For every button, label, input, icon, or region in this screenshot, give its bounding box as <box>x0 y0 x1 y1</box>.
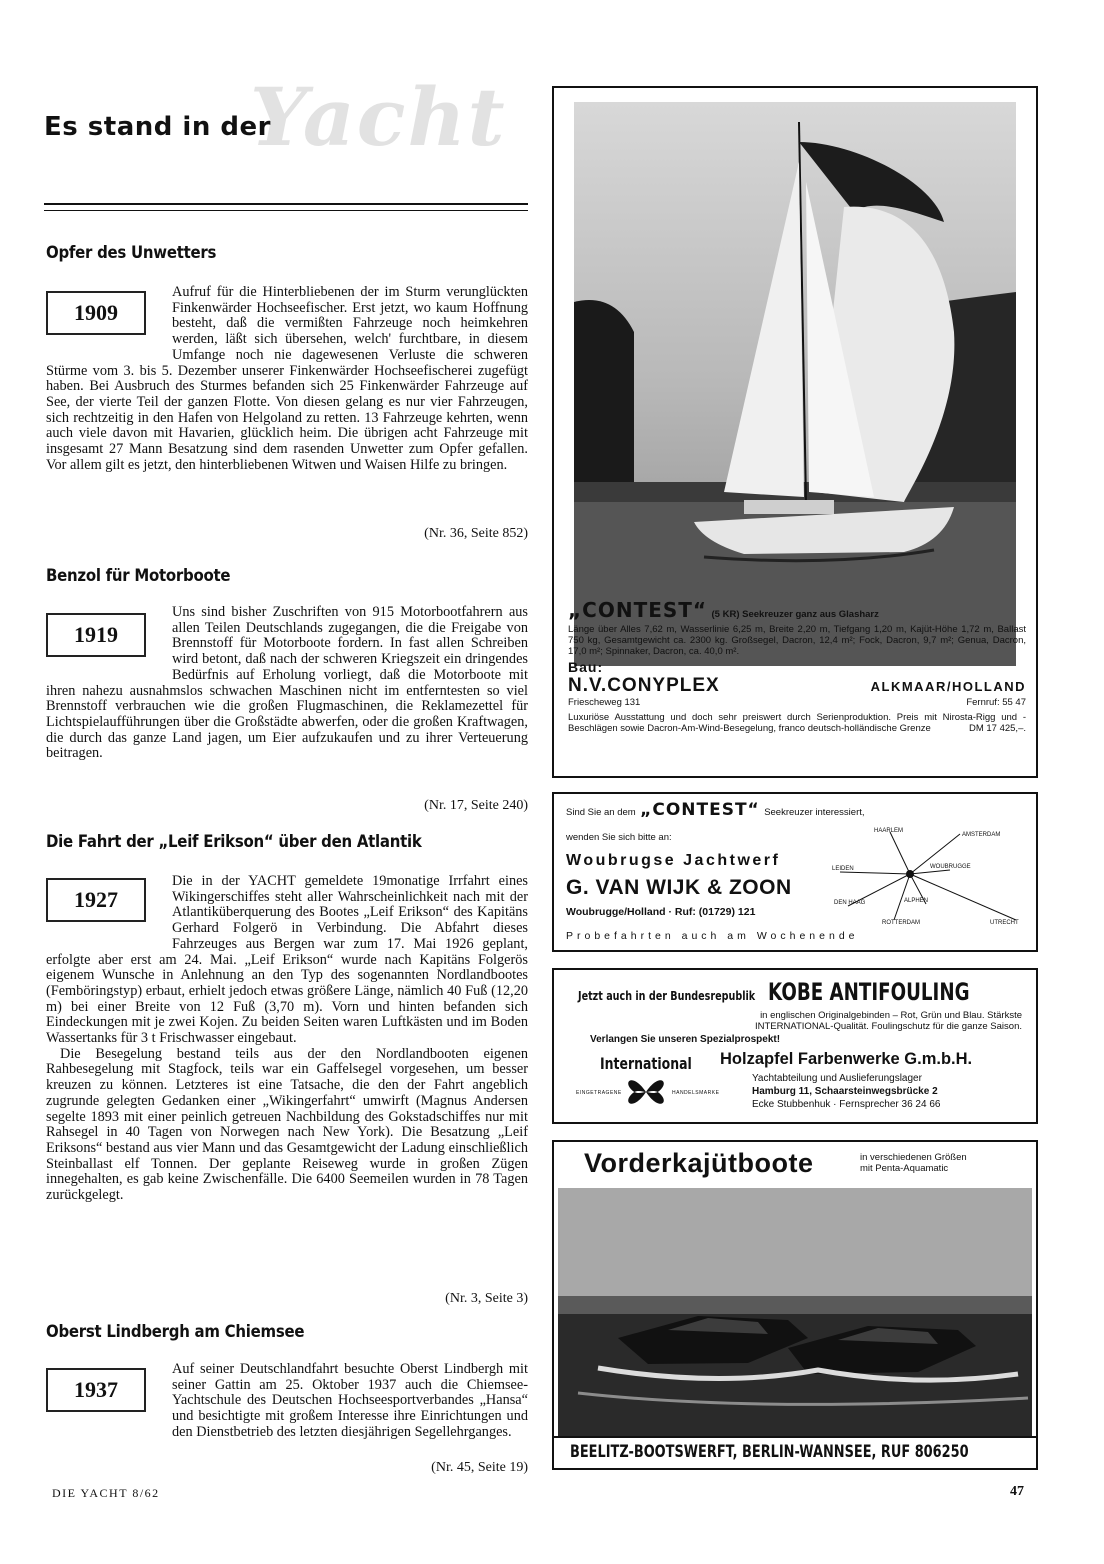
contest-ad-text <box>568 598 1026 734</box>
masthead-rule-bottom <box>44 210 528 211</box>
route-map-diagram <box>830 824 1030 928</box>
map-label: DEN HAAG <box>834 900 866 906</box>
map-label: UTRECHT <box>990 920 1019 926</box>
article-citation: (Nr. 45, Seite 19) <box>431 1460 528 1475</box>
kobe-line: INTERNATIONAL-Qualität. Foulingschutz für die ganze Saison. <box>755 1021 1022 1032</box>
holzapfel-line: Yachtabteilung und Auslieferungslager <box>752 1073 922 1084</box>
logo-caption-right: HANDELSMARKE <box>672 1090 720 1096</box>
map-label: HAARLEM <box>874 828 904 834</box>
contest-bau-label: Bau: <box>568 659 604 675</box>
contest-phone: Fernruf: 55 47 <box>966 697 1026 708</box>
holzapfel-company: Holzapfel Farbenwerke G.m.b.H. <box>720 1050 973 1068</box>
sailboat-photo <box>574 102 1016 666</box>
article-body: Uns sind bisher Zuschriften von 915 Motorbootfahrern aus allen Teilen Deutschlands zugegangen, die die Freigabe von Brennstoff für Motorboote fordern. In fast allen Schreiben wird betont, daß nach der schweren Kriegszeit ein dringendes Bedürfnis auf Erholung vorliegt, daß die Motorboote mit ihren nahezu ausnahmslos schwachen Maschinen nicht im entferntesten so viel Brennstoff verbrauchen wie die großen Flugmaschinen, die Reklamezettel für Lichtspielaufführungen über die Großstädte abwerfen, oder die großen Kraftwagen, die durch das ganze Land jagen, um Eier aufzukaufen und zu ihrer Verteuerung beitragen. <box>46 604 528 762</box>
article-body: Auf seiner Deutschlandfahrt besuchte Oberst Lindbergh mit seiner Gattin am 25. Oktober 1937 auch die Chiemsee-Yachtschule des Deutschen Hochseesportverbandes „Hansa“ und besichtigte mit großem Interesse ihre Einrichtungen und den Dienstbetrieb des letzten diesjährigen Segellehrganges. <box>172 1361 528 1440</box>
year-badge: 1909 <box>46 291 146 335</box>
motorboat-photo <box>558 1188 1032 1436</box>
kobe-lead: Jetzt auch in der Bundesrepublik <box>578 989 756 1003</box>
holzapfel-address <box>752 1072 940 1111</box>
vorder-subtitle <box>860 1152 967 1174</box>
international-logo-icon <box>624 1074 668 1110</box>
masthead <box>44 70 534 210</box>
article-title: Benzol für Motorboote <box>46 566 231 586</box>
contest-location: ALKMAAR/HOLLAND <box>870 679 1026 694</box>
ad-contest <box>552 86 1038 778</box>
kobe-line: in englischen Originalgebinden – Rot, Grün und Blau. Stärkste <box>760 1010 1022 1021</box>
wijk-company: G. VAN WIJK & ZOON <box>566 876 792 899</box>
ad-kobe-antifouling <box>552 968 1038 1124</box>
year-badge: 1937 <box>46 1368 146 1412</box>
masthead-rule-top <box>44 203 528 205</box>
wijk-yard: Woubrugse Jachtwerf <box>566 852 781 869</box>
logo-caption-left: EINGETRAGENE <box>576 1090 622 1096</box>
contest-note: Luxuriöse Ausstattung und doch sehr preiswert durch Serienproduktion. Preis mit Nirosta-Rigg und -Beschlägen sowie Dacron-Am-Wind-Besegelung, franco deutsch-holländische Grenze <box>568 712 1026 734</box>
kobe-brand: KOBE ANTIFOULING <box>767 978 970 1006</box>
wijk-intro3: wenden Sie sich bitte an: <box>566 832 672 843</box>
article-body: Die in der YACHT gemeldete 19monatige Irrfahrt eines Wikingerschiffes steht aller Wahrscheinlichkeit nach mit der Atlantiküberquerung des Bootes „Leif Erikson“ des Kapitäns Gerhard Folgerö in Verbindung. Die Abfahrt dieses Fahrzeuges aus Bergen war zum 17. Mai 1926 geplant, erfolgte aber erst am 24. Mai. „Leif Erikson“ wurde nach Kapitäns Folgerös eigenem Wunsche in Anlehnung an den Typ des sogenannten Nordlandbootes (Femböringstyp) erbaut, erhielt jedoch etwas größere Länge, nämlich 40 Fuß (12,20 m) bei einer Breite von 12 Fuß (3,70 m). Vorn und hinten befanden sich Eindeckungen mit je zwei Kojen. Zu beiden Seiten waren Luftkästen und im Boden Wassertanks für 3 t Frischwasser eingebaut. Die Besegelung bestand teils aus der den Nordlandbooten eigenen Rahbesegelung mit Stagfock, teils war ein Gaffelsegel vorgesehen, um besser kreuzen zu können. Letzteres ist eine Tatsache, die den der Fahrt angeblich zugrunde gelegten Gedanken einer „Wikingerfahrt“ umwirft (Magnus Andersen segelte 1893 mit einer peinlich getreuen Nachbildung des Gokstadschiffes nur mit Rahsegel in 40 Tagen von Norwegen nach New York). Die Besatzung „Leif Eriksons“ bestand aus vier Mann und das Gesamtgewicht der Ladung einschließlich Steinballast elf Tonnen. Der geplante Reiseweg wurde in großen Zügen innegehalten, es gab keine Zwischenfälle. Die 6400 Seemeilen wurden in 78 Tagen zurückgelegt. <box>46 873 528 1204</box>
kobe-prospekt: Verlangen Sie unseren Spezialprospekt! <box>590 1034 781 1045</box>
ad-vorderkajuetboote <box>552 1140 1038 1470</box>
article-title: Oberst Lindbergh am Chiemsee <box>46 1322 305 1342</box>
article-title: Die Fahrt der „Leif Erikson“ über den Atlantik <box>46 832 422 852</box>
contest-address: Friescheweg 131 <box>568 697 641 708</box>
ad-van-wijk <box>552 792 1038 952</box>
contest-price: DM 17 425,–. <box>968 723 1026 734</box>
holzapfel-line: Ecke Stubbenhuk · Fernsprecher 36 24 66 <box>752 1099 941 1110</box>
contest-subtitle: (5 KR) Seekreuzer ganz aus Glasharz <box>711 609 879 620</box>
map-label: ALPHEN <box>904 898 929 904</box>
footer-issue: DIE YACHT 8/62 <box>52 1486 160 1500</box>
kobe-description <box>755 1010 1022 1032</box>
wijk-intro2: Seekreuzer interessiert, <box>764 807 865 818</box>
beelitz-footer: BEELITZ-BOOTSWERFT, BERLIN-WANNSEE, RUF 806250 <box>570 1442 969 1462</box>
article-body-paragraph: Die Besegelung bestand teils aus der den Nordlandbooten eigenen Rahbesegelung mit Stagfock, teils war ein Gaffelsegel vorgesehen, um besser kreuzen zu können. Letzteres ist eine Tatsache, die den der Fahrt angeblich zugrunde gelegten Gedanken einer „Wikingerfahrt“ umwirft (Magnus Andersen segelte 1893 mit einer peinlich getreuen Nachbildung des Gokstadschiffes nur mit Rahsegel in 40 Tagen von Norwegen nach New York). Die Besatzung „Leif Eriksons“ bestand aus vier Mann und das Gesamtgewicht der Ladung einschließlich Steinballast elf Tonnen. Der geplante Reiseweg wurde in großen Zügen innegehalten, es gab keine Zwischenfälle. Die 6400 Seemeilen wurden in 78 Tagen zurückgelegt. <box>46 1045 528 1204</box>
masthead-title: Es stand in der <box>44 112 271 142</box>
year-badge: 1927 <box>46 878 146 922</box>
yacht-logo: Yacht <box>250 70 507 164</box>
vorder-sub-line: mit Penta-Aquamatic <box>860 1163 949 1174</box>
wijk-intro1: Sind Sie an dem <box>566 807 636 818</box>
map-label: AMSTERDAM <box>962 832 1001 838</box>
article-citation: (Nr. 36, Seite 852) <box>424 526 528 541</box>
holzapfel-line: Hamburg 11, Schaarsteinwegsbrücke 2 <box>752 1086 938 1097</box>
contest-builder: N.V.CONYPLEX <box>568 675 720 696</box>
wijk-contest-name: „CONTEST“ <box>640 800 760 820</box>
wijk-address: Woubrugge/Holland · Ruf: (01729) 121 <box>566 906 756 918</box>
article-title: Opfer des Unwetters <box>46 243 217 263</box>
international-logo-text: International <box>600 1054 692 1073</box>
year-badge: 1919 <box>46 613 146 657</box>
vorder-sub-line: in verschiedenen Größen <box>860 1152 967 1163</box>
page-number: 47 <box>1010 1484 1024 1499</box>
article-citation: (Nr. 17, Seite 240) <box>424 798 528 813</box>
contest-name: „CONTEST“ <box>568 598 708 622</box>
vorder-title: Vorderkajütboote <box>584 1148 814 1178</box>
map-label: LEIDEN <box>832 866 854 872</box>
article-citation: (Nr. 3, Seite 3) <box>445 1291 528 1306</box>
contest-specs: Länge über Alles 7,62 m, Wasserlinie 6,25 m, Breite 2,20 m, Tiefgang 1,20 m, Kajüt-Höhe 1,72 m, Ballast 750 kg, Gesamtgewicht ca. 2300 kg. Großsegel, Dacron, 12,4 m²; Fock, Dacron, 9,7 m²; Genua, Dacron, 17,0 m²; Spinnaker, Dacron, ca. 40,0 m². <box>568 624 1026 657</box>
map-label: ROTTERDAM <box>882 920 920 926</box>
wijk-footer: Probefahrten auch am Wochenende <box>566 930 859 942</box>
map-label: WOUBRUGGE <box>930 864 971 870</box>
vorder-divider <box>554 1436 1036 1438</box>
article-body: Aufruf für die Hinterbliebenen der im Sturm verunglückten Finkenwärder Hochseefischer. Erst jetzt, wo kaum Hoffnung besteht, daß die vermißten Fahrzeuge noch heimkehren werden, läßt sich übersehen, welch' furchtbare, in diesem Umfange noch nie dagewesenen Verluste die schweren Stürme vom 3. bis 5. Dezember unserer Finkenwärder Hochseefischerei zugefügt haben. Bei Ausbruch des Sturmes befanden sich 25 Finkenwärder Fahrzeuge auf See, der vierte Teil der ganzen Flotte. Von diesen gelang es nur vier Fahrzeugen, sich rechtzeitig in den Hafen von Helgoland zu retten. 13 Fahrzeuge kehrten, wenn auch viele davon mit Havarien, glücklich heim. Die übrigen acht Fahrzeuge mit insgesamt 27 Mann Besatzung sind dem rasenden Unwetter zum Opfer gefallen. Vor allem gilt es jetzt, den hinterbliebenen Witwen und Waisen Hilfe zu bringen. <box>46 284 528 473</box>
